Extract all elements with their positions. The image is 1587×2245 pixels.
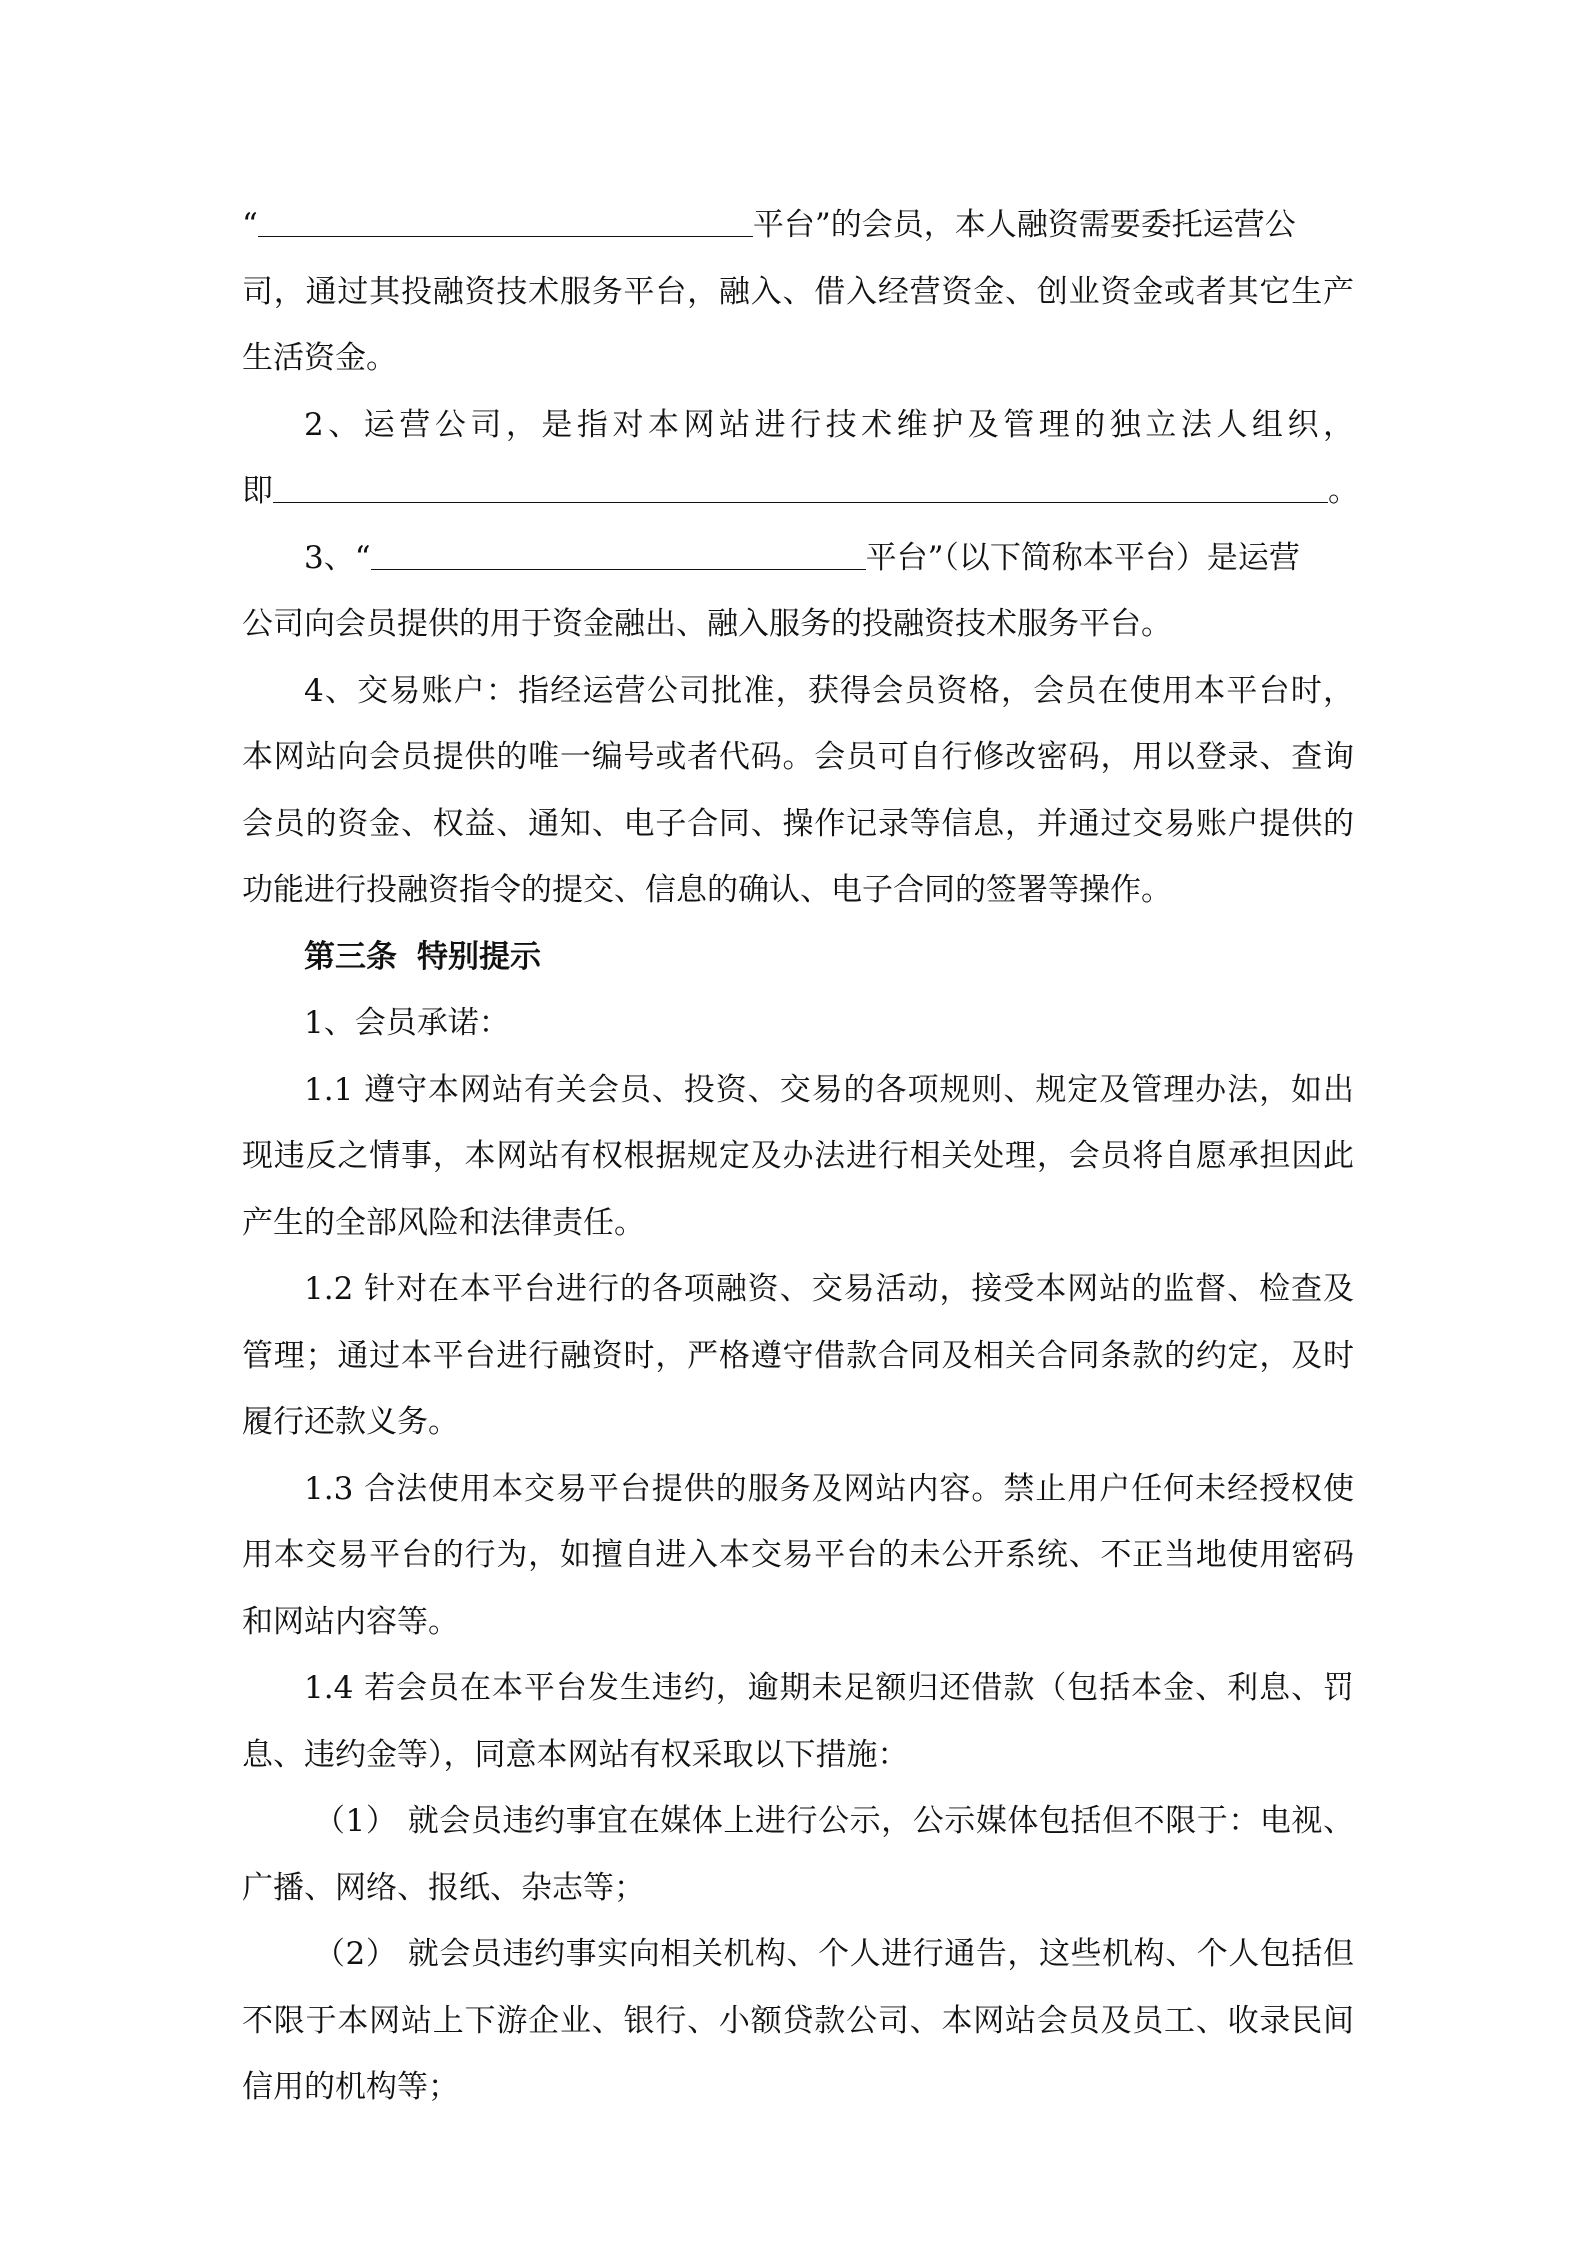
open-quote: “	[242, 207, 258, 243]
paragraph-3-line-1	[242, 525, 1354, 592]
measure-2-line-3: 信用的机构等；	[242, 2069, 459, 2105]
article-number: 第三条	[304, 938, 397, 975]
clause-1-4-line-2: 息、违约金等），同意本网站有权采取以下措施：	[242, 1736, 909, 1773]
paragraph-1-line-2: 司，通过其投融资技术服务平台，融入、借入经营资金、创业资金或者其它生产	[242, 273, 1354, 310]
clause-1-1-line-1: 1.1 遵守本网站有关会员、投资、交易的各项规则、规定及管理办法，如出	[304, 1071, 1354, 1108]
platform-name-blank	[258, 204, 753, 237]
measure-1-line-2: 广播、网络、报纸、杂志等；	[242, 1869, 645, 1906]
paragraph-2-suffix: 。	[1328, 473, 1359, 509]
paragraph-2-prefix: 即	[242, 473, 273, 509]
clause-1-3-line-3: 和网站内容等。	[242, 1603, 459, 1640]
paragraph-1-text: 平台”的会员，本人融资需要委托运营公	[752, 207, 1296, 243]
paragraph-3-line-2: 公司向会员提供的用于资金融出、融入服务的投融资技术服务平台。	[242, 606, 1172, 642]
clause-1-2-line-1: 1.2 针对在本平台进行的各项融资、交易活动，接受本网站的监督、检查及	[304, 1271, 1354, 1307]
clause-1-1-line-3: 产生的全部风险和法律责任。	[242, 1204, 645, 1241]
article-3-heading	[242, 924, 1354, 991]
company-name-blank	[273, 470, 1328, 503]
platform-name-blank-2	[371, 537, 866, 570]
clause-1-2-line-2: 管理；通过本平台进行融资时，严格遵守借款合同及相关合同条款的约定，及时	[242, 1337, 1354, 1374]
clause-1-3-line-2: 用本交易平台的行为，如擅自进入本交易平台的未公开系统、不正当地使用密码	[242, 1537, 1354, 1573]
clause-1-4-line-1: 1.4 若会员在本平台发生违约，逾期未足额归还借款（包括本金、利息、罚	[304, 1670, 1354, 1706]
paragraph-2-line-1: 2、运营公司，是指对本网站进行技术维护及管理的独立法人组织，	[304, 406, 1354, 443]
document-body	[242, 192, 1359, 2121]
measure-1-line-1: （1） 就会员违约事宜在媒体上进行公示，公示媒体包括但不限于：电视、	[314, 1803, 1354, 1839]
clause-1-1-line-2: 现违反之情事，本网站有权根据规定及办法进行相关处理，会员将自愿承担因此	[242, 1138, 1354, 1174]
paragraph-4-line-2: 本网站向会员提供的唯一编号或者代码。会员可自行修改密码，用以登录、查询	[242, 739, 1354, 775]
paragraph-3-prefix: 3、“	[304, 539, 371, 576]
paragraph-2-line-2	[242, 458, 1359, 525]
measure-2-line-1: （2） 就会员违约事实向相关机构、个人进行通告，这些机构、个人包括但	[314, 1936, 1354, 1972]
paragraph-1-line-3: 生活资金。	[242, 340, 397, 376]
article-title: 特别提示	[417, 938, 541, 975]
paragraph-4-line-3: 会员的资金、权益、通知、电子合同、操作记录等信息，并通过交易账户提供的	[242, 805, 1354, 842]
paragraph-4-line-4: 功能进行投融资指令的提交、信息的确认、电子合同的签署等操作。	[242, 872, 1172, 908]
clause-1-3-line-1: 1.3 合法使用本交易平台提供的服务及网站内容。禁止用户任何未经授权使	[304, 1470, 1354, 1507]
measure-2-line-2: 不限于本网站上下游企业、银行、小额贷款公司、本网站会员及员工、收录民间	[242, 2002, 1354, 2039]
paragraph-4-line-1: 4、交易账户：指经运营公司批准，获得会员资格，会员在使用本平台时，	[304, 672, 1354, 709]
paragraph-3-text: 平台”（以下简称本平台）是运营	[865, 539, 1300, 576]
clause-1-2-line-3: 履行还款义务。	[242, 1404, 459, 1440]
paragraph-1-line-1	[242, 192, 1354, 259]
clause-1-heading: 1、会员承诺：	[304, 1005, 510, 1041]
